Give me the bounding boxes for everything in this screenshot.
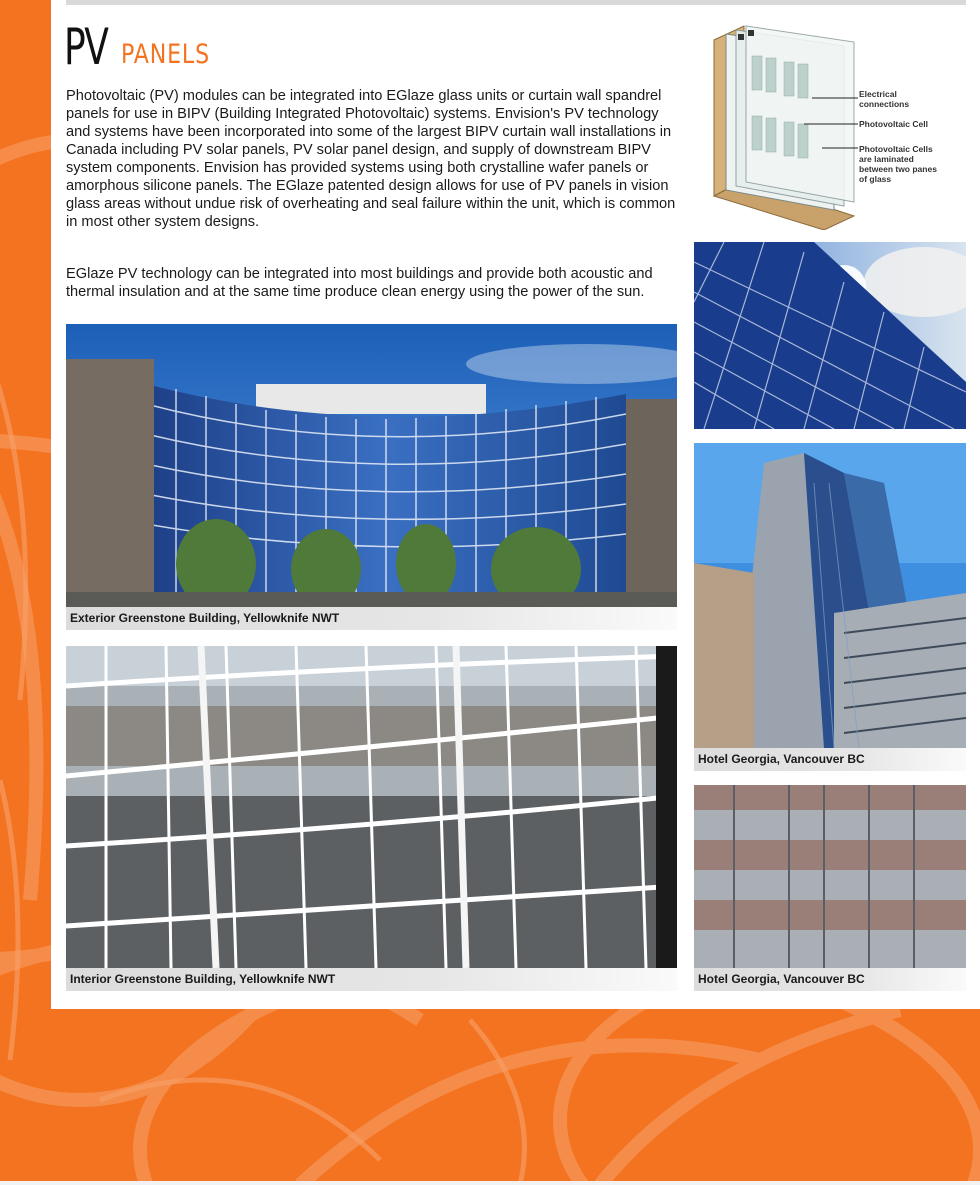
hotel-georgia-tower-photo: [694, 443, 966, 748]
bottom-strip: [0, 1181, 980, 1185]
label-laminated-3: between two panes: [859, 164, 937, 174]
label-electrical-1: Electrical: [859, 89, 897, 99]
caption-interior: Interior Greenstone Building, Yellowknife NWT: [66, 968, 677, 991]
intro-paragraph: Photovoltaic (PV) modules can be integrated into EGlaze glass units or curtain wall spandrel panels for use in BIPV (Building Integrated Photovoltaic) systems. Envision's PV technology and systems have been incorporated into some of the largest BIPV curtain wall installations in Canada including PV solar panels, PV solar panel design, and supply of downstream BIPV system components. Envision has provided systems using both crystalline wafer panels or amorphous silicone panels. The EGlaze patented design allows for use of PV panels in vision glass areas without undue risk of overheating and seal failure within the unit, which is common in most other system designs.: [66, 88, 676, 230]
pv-glass-unit-diagram: [704, 20, 974, 230]
caption-hotel-georgia-2: Hotel Georgia, Vancouver BC: [694, 968, 966, 991]
label-laminated-1: Photovoltaic Cells: [859, 144, 933, 154]
label-photovoltaic-cell: Photovoltaic Cell: [859, 119, 928, 129]
label-laminated-4: of glass: [859, 174, 892, 184]
solar-panels-photo: [694, 242, 966, 429]
caption-hotel-georgia-1: Hotel Georgia, Vancouver BC: [694, 748, 966, 771]
top-divider: [66, 0, 966, 5]
exterior-building-photo: [66, 324, 677, 607]
interior-building-photo: [66, 646, 677, 968]
hotel-georgia-facade-photo: [694, 785, 966, 968]
title-panels: PANELS: [121, 39, 210, 70]
second-paragraph: EGlaze PV technology can be integrated into most buildings and provide both acoustic and thermal insulation and at the same time produce clean energy using the power of the sun.: [66, 266, 653, 300]
label-electrical-2: connections: [859, 99, 910, 109]
caption-exterior: Exterior Greenstone Building, Yellowknife NWT: [66, 607, 677, 630]
title-pv: PV: [64, 18, 108, 76]
page-title: [64, 18, 210, 76]
label-laminated-2: are laminated: [859, 154, 914, 164]
